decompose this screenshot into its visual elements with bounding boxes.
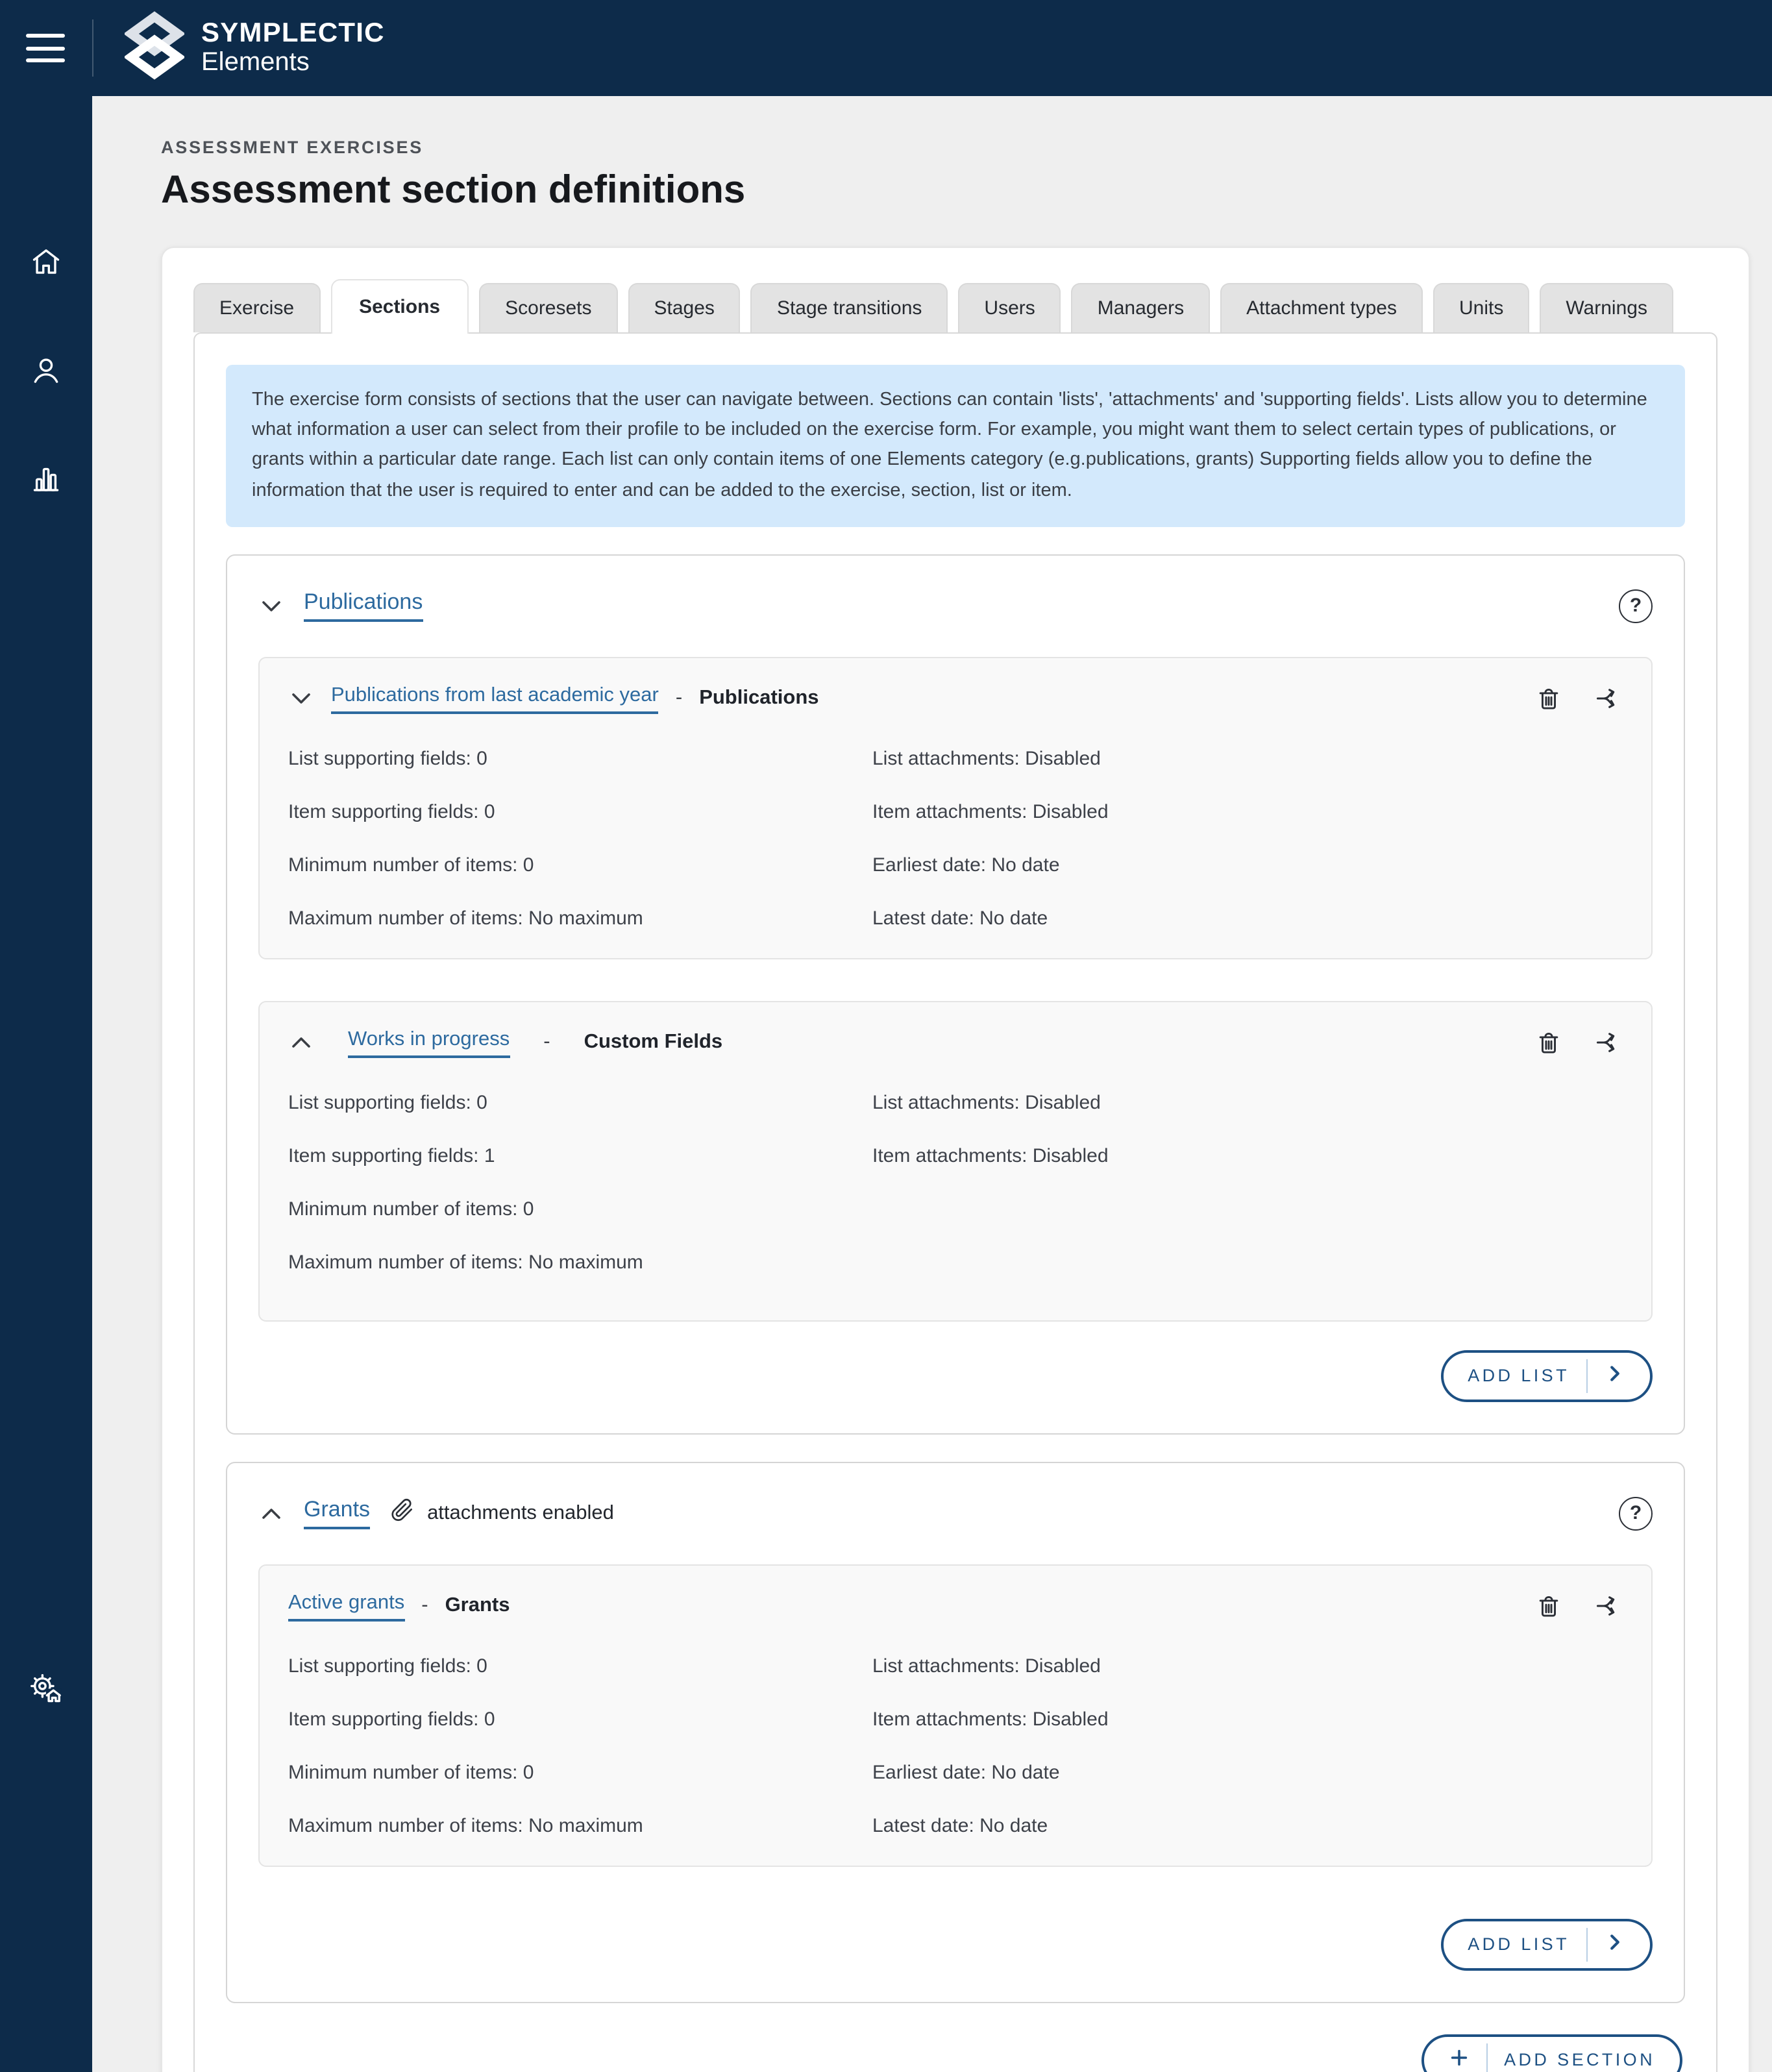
list-link[interactable]: Works in progress bbox=[348, 1028, 510, 1058]
plus-icon bbox=[1448, 2048, 1469, 2072]
chevron-right-icon bbox=[1605, 1364, 1625, 1388]
list-link[interactable]: Publications from last academic year bbox=[331, 684, 659, 714]
chevron-up-icon[interactable] bbox=[288, 1030, 314, 1056]
tab-units[interactable]: Units bbox=[1433, 283, 1529, 332]
list-card-active-grants bbox=[258, 1564, 1653, 1867]
field-value: Earliest date: No date bbox=[872, 854, 1060, 876]
field-value: Maximum number of items: No maximum bbox=[288, 1814, 643, 1837]
button-divider bbox=[1586, 1359, 1588, 1393]
field-value: Minimum number of items: 0 bbox=[288, 854, 534, 876]
field-value: Latest date: No date bbox=[872, 1814, 1048, 1837]
tab-content bbox=[193, 332, 1717, 2072]
field-value: Maximum number of items: No maximum bbox=[288, 907, 643, 930]
field-value: Minimum number of items: 0 bbox=[288, 1198, 534, 1220]
list-link[interactable]: Active grants bbox=[288, 1592, 404, 1622]
symplectic-diamond-icon bbox=[125, 10, 184, 86]
breadcrumb: ASSESSMENT EXERCISES bbox=[161, 138, 424, 157]
field-value bbox=[872, 1196, 1623, 1223]
delete-icon[interactable] bbox=[1534, 685, 1563, 713]
tab-sections[interactable]: Sections bbox=[330, 279, 469, 334]
list-properties bbox=[288, 1089, 1623, 1294]
section-header bbox=[258, 1486, 1653, 1546]
help-icon[interactable]: ? bbox=[1619, 589, 1653, 623]
info-banner: The exercise form consists of sections that the user can navigate between. Sections can contain 'lists', 'attachments' and 'supporting fields'. Lists allow you to determine what information a user can select from their profile to be included on the exercise form. For example, you might want them to select certain types of publications, or grants within a particular date range. Each list can only contain items of one Elements category (e.g.publications, grants) Supporting fields allow you to define the information that the user is required to enter and can be added to the exercise, section, list or item. bbox=[226, 365, 1685, 527]
attachments-enabled-label: attachments enabled bbox=[427, 1501, 614, 1524]
sidebar-nav bbox=[0, 96, 92, 2072]
add-section-label: ADD SECTION bbox=[1504, 2050, 1655, 2070]
home-icon[interactable] bbox=[29, 244, 64, 279]
split-branch-icon[interactable] bbox=[1594, 685, 1623, 713]
brand-name: SYMPLECTIC bbox=[201, 18, 385, 48]
field-value: Item supporting fields: 0 bbox=[288, 800, 495, 823]
delete-icon[interactable] bbox=[1534, 1029, 1563, 1057]
page-title: Assessment section definitions bbox=[161, 169, 746, 212]
field-value: List supporting fields: 0 bbox=[288, 1091, 487, 1114]
field-value: Minimum number of items: 0 bbox=[288, 1761, 534, 1784]
tab-stage-transitions[interactable]: Stage transitions bbox=[751, 283, 948, 332]
field-value: List supporting fields: 0 bbox=[288, 747, 487, 770]
section-grants bbox=[226, 1462, 1685, 2003]
dash-separator: - bbox=[421, 1594, 428, 1617]
list-properties bbox=[288, 1653, 1623, 1840]
tab-warnings[interactable]: Warnings bbox=[1540, 283, 1673, 332]
list-category: Grants bbox=[445, 1594, 510, 1617]
section-publications bbox=[226, 554, 1685, 1435]
list-properties bbox=[288, 745, 1623, 932]
list-category: Custom Fields bbox=[584, 1031, 723, 1054]
bar-chart-icon[interactable] bbox=[29, 461, 64, 496]
section-link-grants[interactable]: Grants bbox=[304, 1498, 370, 1530]
main-content bbox=[92, 96, 1772, 2072]
chevron-up-icon[interactable] bbox=[258, 1501, 284, 1527]
list-category: Publications bbox=[699, 687, 819, 709]
tab-bar bbox=[193, 279, 1717, 332]
chevron-down-icon[interactable] bbox=[258, 593, 284, 619]
dash-separator: - bbox=[675, 687, 683, 709]
add-list-button[interactable] bbox=[1440, 1919, 1653, 1971]
field-value: List attachments: Disabled bbox=[872, 1655, 1101, 1677]
tab-stages[interactable]: Stages bbox=[628, 283, 741, 332]
paperclip-icon bbox=[389, 1498, 415, 1530]
header-divider bbox=[92, 19, 93, 77]
split-branch-icon[interactable] bbox=[1594, 1592, 1623, 1621]
list-card-works-in-progress bbox=[258, 1001, 1653, 1322]
top-bar bbox=[0, 0, 1772, 96]
split-branch-icon[interactable] bbox=[1594, 1029, 1623, 1057]
tab-managers[interactable]: Managers bbox=[1072, 283, 1210, 332]
list-card-header bbox=[288, 1028, 1623, 1058]
user-icon[interactable] bbox=[29, 353, 64, 388]
content-panel bbox=[161, 247, 1750, 2072]
settings-home-icon[interactable] bbox=[29, 1672, 64, 1707]
field-value: List attachments: Disabled bbox=[872, 1091, 1101, 1114]
dash-separator: - bbox=[543, 1031, 550, 1054]
list-card-header bbox=[288, 684, 1623, 714]
field-value: Item supporting fields: 0 bbox=[288, 1708, 495, 1731]
brand-product: Elements bbox=[201, 47, 310, 77]
chevron-right-icon bbox=[1605, 1932, 1625, 1957]
list-card-header bbox=[288, 1592, 1623, 1622]
add-section-button[interactable] bbox=[1421, 2034, 1682, 2072]
add-list-label: ADD LIST bbox=[1468, 1366, 1569, 1386]
field-value: Item attachments: Disabled bbox=[872, 1708, 1109, 1731]
list-card-publications-last-year bbox=[258, 657, 1653, 959]
field-value: List supporting fields: 0 bbox=[288, 1655, 487, 1677]
help-icon[interactable]: ? bbox=[1619, 1497, 1653, 1531]
tab-users[interactable]: Users bbox=[958, 283, 1061, 332]
field-value: Earliest date: No date bbox=[872, 1761, 1060, 1784]
brand-logo[interactable] bbox=[125, 10, 385, 86]
tab-attachment-types[interactable]: Attachment types bbox=[1220, 283, 1423, 332]
tab-exercise[interactable]: Exercise bbox=[193, 283, 320, 332]
field-value bbox=[872, 1249, 1623, 1276]
chevron-down-icon[interactable] bbox=[288, 686, 314, 712]
section-header bbox=[258, 579, 1653, 639]
field-value: List attachments: Disabled bbox=[872, 747, 1101, 770]
field-value: Item attachments: Disabled bbox=[872, 800, 1109, 823]
add-list-label: ADD LIST bbox=[1468, 1934, 1569, 1955]
delete-icon[interactable] bbox=[1534, 1592, 1563, 1621]
field-value: Item supporting fields: 1 bbox=[288, 1144, 495, 1167]
tab-scoresets[interactable]: Scoresets bbox=[479, 283, 617, 332]
section-link-publications[interactable]: Publications bbox=[304, 590, 423, 623]
add-list-button[interactable] bbox=[1440, 1350, 1653, 1402]
button-divider bbox=[1586, 1928, 1588, 1962]
field-value: Maximum number of items: No maximum bbox=[288, 1251, 643, 1274]
hamburger-menu-icon[interactable] bbox=[26, 34, 65, 62]
field-value: Item attachments: Disabled bbox=[872, 1144, 1109, 1167]
field-value: Latest date: No date bbox=[872, 907, 1048, 930]
button-divider bbox=[1486, 2043, 1487, 2072]
